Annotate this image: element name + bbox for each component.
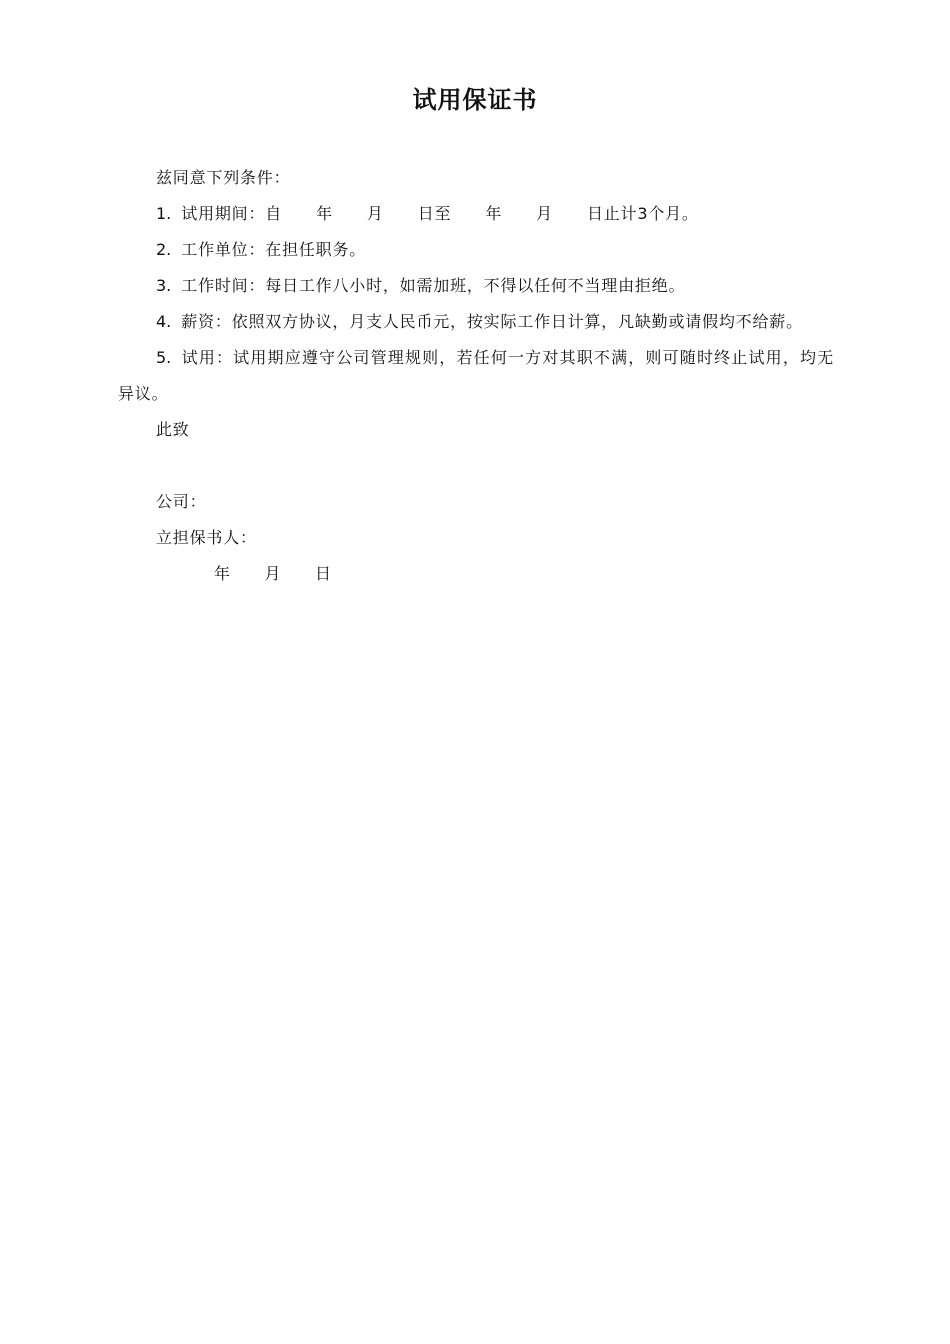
item-3-text: 工作时间：每日工作八小时，如需加班，不得以任何不当理由拒绝。 — [181, 276, 686, 295]
date-year: 年 — [214, 564, 231, 583]
item-1-year2: 年 — [485, 204, 503, 223]
closing-line: 此致 — [156, 420, 190, 439]
item-1-month1: 月 — [366, 204, 384, 223]
document-title: 试用保证书 — [412, 85, 538, 114]
item-2 — [118, 232, 834, 268]
item-5 — [118, 340, 834, 412]
item-3 — [118, 268, 834, 304]
item-1-year1: 年 — [316, 204, 333, 223]
item-4 — [118, 304, 834, 340]
date-month: 月 — [264, 564, 282, 583]
item-3-number: 3. — [156, 276, 172, 295]
item-2-text: 工作单位：在担任职务。 — [181, 240, 367, 259]
item-5-text: 试用：试用期应遵守公司管理规则，若任何一方对其职不满，则可随时终止试用，均无异议。 — [118, 348, 834, 403]
item-5-number: 5. — [156, 348, 172, 367]
item-1-day-to: 日至 — [417, 204, 452, 223]
item-4-number: 4. — [156, 312, 172, 331]
item-1-month2: 月 — [536, 204, 553, 223]
item-1-text-a: 试用期间：自 — [181, 204, 283, 223]
company-label: 公司： — [156, 492, 207, 511]
guarantor-label: 立担保书人： — [156, 528, 257, 547]
date-day: 日 — [315, 564, 332, 583]
intro-line: 兹同意下列条件： — [156, 168, 291, 187]
item-2-number: 2. — [156, 240, 172, 259]
document-body — [118, 160, 834, 592]
item-4-text: 薪资：依照双方协议，月支人民币元，按实际工作日计算，凡缺勤或请假均不给薪。 — [181, 312, 803, 331]
item-1-tail: 日止计3个月。 — [586, 204, 699, 223]
item-1-number: 1. — [156, 204, 172, 223]
date-line — [118, 556, 834, 592]
spacer — [118, 448, 834, 484]
item-1 — [118, 196, 834, 232]
